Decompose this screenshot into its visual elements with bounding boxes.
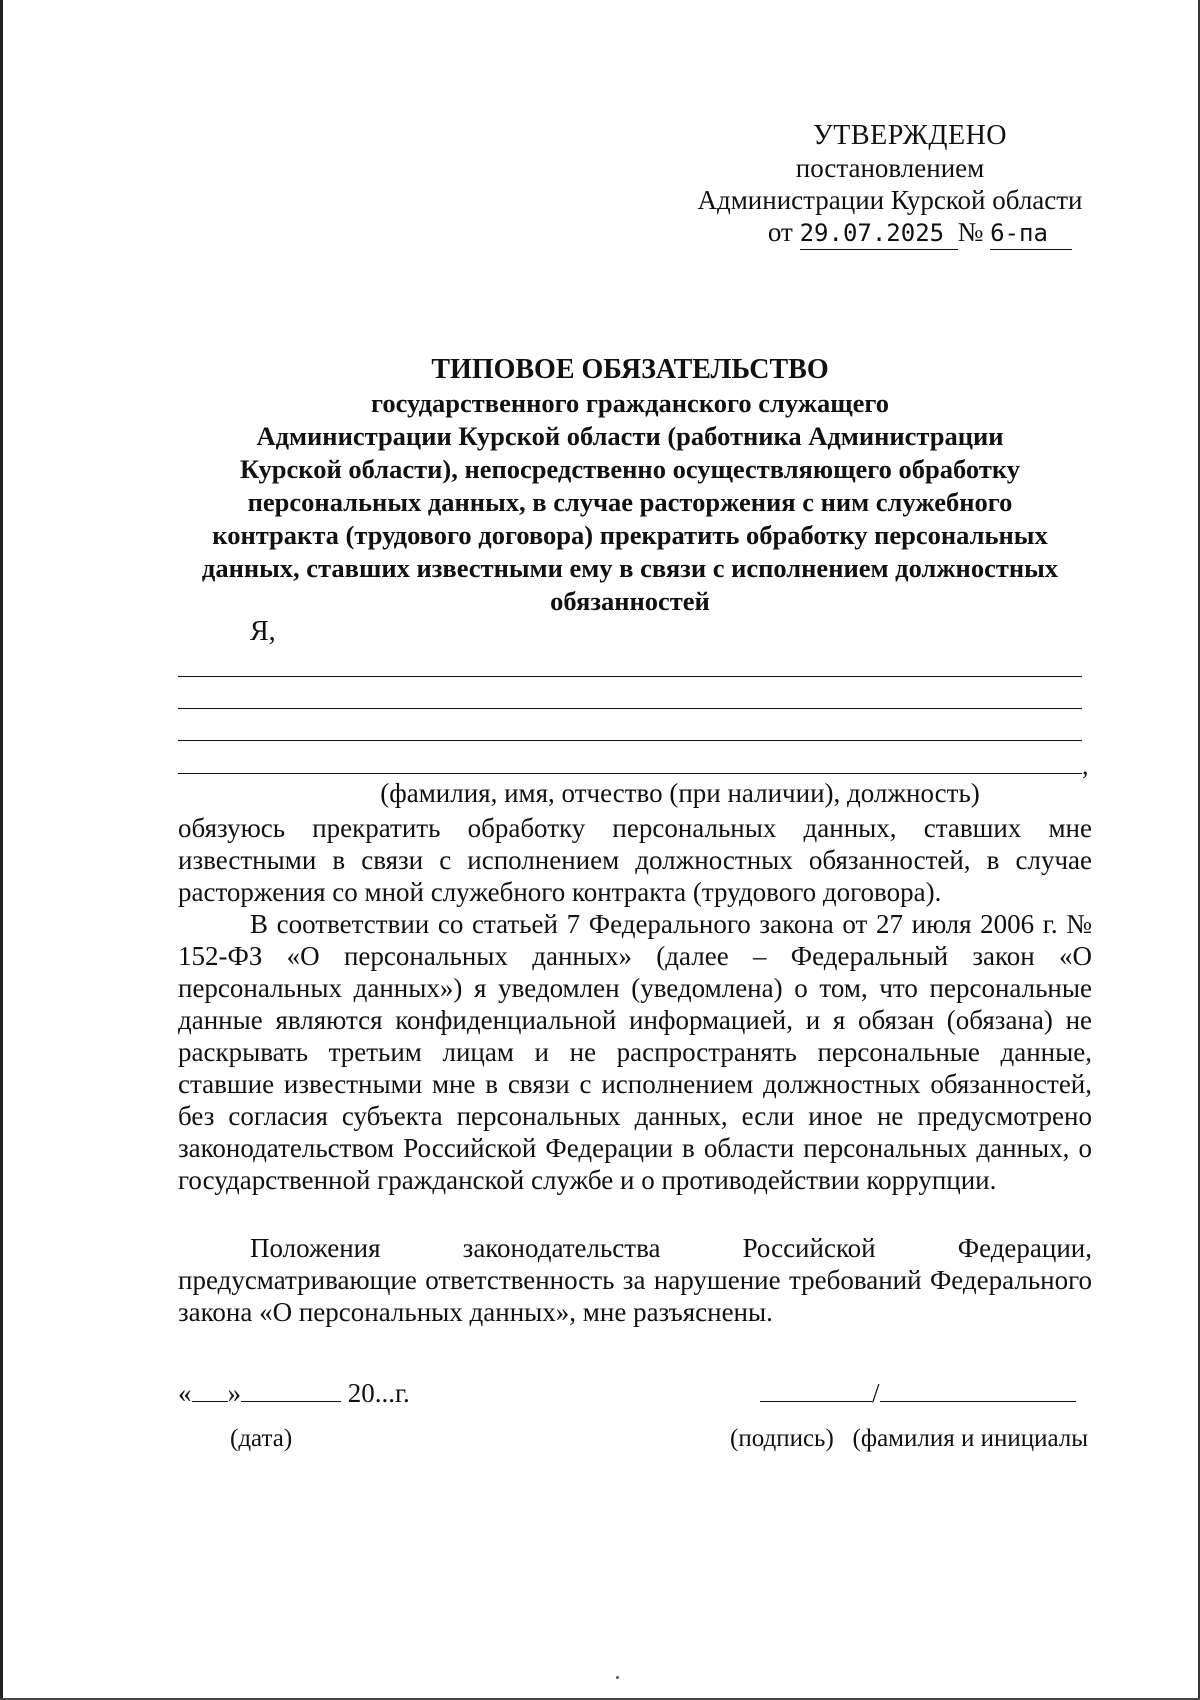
- approval-number-prefix: №: [957, 217, 984, 247]
- paragraph-3: [178, 1232, 1092, 1328]
- paragraph-1-text: обязуюсь прекратить обработку персональных данных, ставших мне известными в связи с исполнением должностных обязанностей, в случае расторжения со мной служебного контракта (трудового договора).: [178, 813, 1092, 907]
- fio-caption: (фамилия, имя, отчество (при наличии), должность): [380, 778, 980, 808]
- heading-line: государственного гражданского служащего: [371, 388, 889, 418]
- heading-line: Администрации Курской области (работника Администрации: [256, 421, 1004, 451]
- fio-blank-line-4[interactable]: [178, 773, 1082, 774]
- sign-caption: (подпись): [730, 1425, 834, 1452]
- quote-open: «: [178, 1378, 192, 1408]
- heading-line: обязанностей: [550, 586, 710, 616]
- heading-line: персональных данных, в случае расторжения с ним служебного: [247, 487, 1013, 517]
- paragraph-3-text: Положения законодательства Российской Федерации, предусматривающие ответственность за нарушение требований Федерального закона «О персональных данных», мне разъяснены.: [178, 1233, 1092, 1327]
- month-blank[interactable]: [241, 1379, 341, 1402]
- name-blank[interactable]: [880, 1379, 1076, 1402]
- heading-main: ТИПОВОЕ ОБЯЗАТЕЛЬСТВО: [431, 354, 829, 385]
- paragraph-2-text: В соответствии со статьей 7 Федерального закона от 27 июля 2006 г. № 152-ФЗ «О персональных данных» (далее – Федеральный закон «О персональных данных») я уведомлен (уведомлена) о том, что персональные данные являются конфиденциальной информацией, и я обязан (обязана) не раскрывать третьим лицам и не распространять персональные данные, ставшие известными мне в связи с исполнением должностных обязанностей, без согласия субъекта персональных данных, если иное не предусмотрено законодательством Российской Федерации в области персональных данных, о государственной гражданской службе и о противодействии коррупции.: [178, 909, 1092, 1195]
- approval-block: [660, 120, 1120, 250]
- day-blank[interactable]: [192, 1379, 228, 1402]
- approval-date-prefix: от: [767, 217, 793, 247]
- approval-date-line: [720, 216, 1120, 250]
- approval-date-value: 29.07.2025: [800, 217, 958, 250]
- date-caption: (дата): [230, 1425, 293, 1452]
- heading-line: данных, ставших известными ему в связи с исполнением должностных: [201, 553, 1059, 583]
- approval-line-2: Администрации Курской области: [697, 185, 1083, 215]
- heading-line: контракта (трудового договора) прекратить обработку персональных: [212, 520, 1048, 550]
- paragraph-2: [178, 908, 1092, 1196]
- approval-line-1: постановлением: [795, 153, 985, 183]
- signature-slash: /: [872, 1378, 880, 1408]
- signature-row: [178, 1378, 1092, 1418]
- quote-close: »: [227, 1378, 241, 1408]
- fio-comma: ,: [1082, 751, 1089, 780]
- approval-title: УТВЕРЖДЕНО: [812, 120, 1008, 151]
- scan-speck: [616, 1676, 619, 1679]
- fio-blank-line-2[interactable]: [178, 708, 1082, 709]
- ya-label: Я,: [250, 616, 276, 647]
- fio-blank-line-1[interactable]: [178, 676, 1082, 677]
- sign-captions: [730, 1425, 1088, 1453]
- page-edge-left: [0, 0, 3, 1700]
- year-label: 20...г.: [347, 1378, 410, 1408]
- date-field: [178, 1378, 410, 1409]
- signature-blank[interactable]: [760, 1379, 872, 1402]
- fio-blank-line-3[interactable]: [178, 740, 1082, 741]
- name-caption: (фамилия и инициалы: [852, 1425, 1089, 1452]
- heading-line: Курской области), непосредственно осуществляющего обработку: [240, 454, 1020, 484]
- approval-number-value: 6-па: [990, 217, 1072, 250]
- paragraph-1: [178, 812, 1092, 908]
- document-heading: [170, 353, 1090, 618]
- signature-field: [760, 1378, 1076, 1409]
